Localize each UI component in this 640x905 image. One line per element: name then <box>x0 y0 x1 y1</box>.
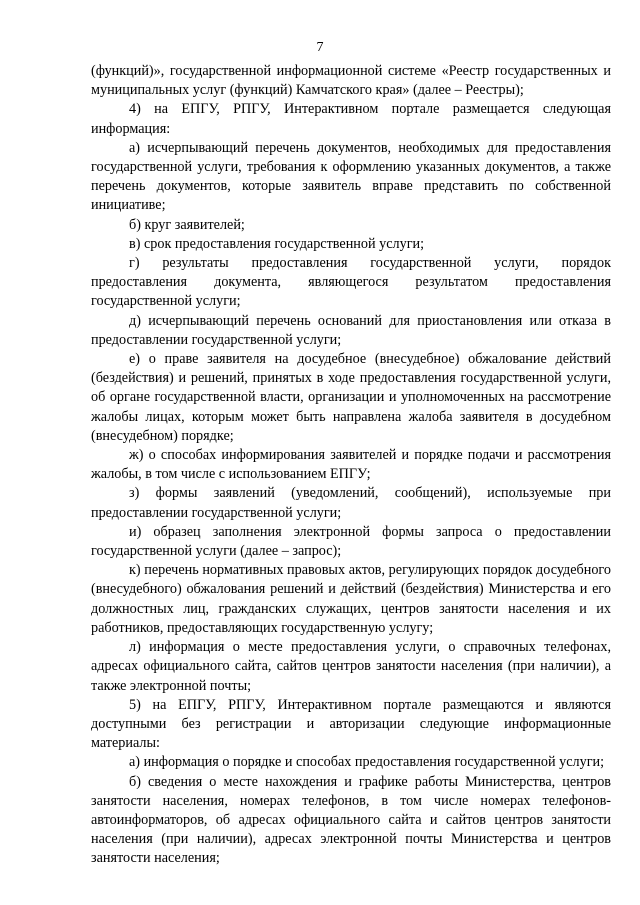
paragraph: е) о праве заявителя на досудебное (внесудебное) обжалование действий (бездействия) и решений, принятых в ходе предоставления государственной услуги, об органе государственной власти, организации и уполномоченных на рассмотрение жалобы лицах, которым может быть направлена жалоба заявителя в досудебном (внесудебном) порядке; <box>91 351 611 444</box>
paragraph: в) срок предоставления государственной услуги; <box>129 235 425 252</box>
paragraph: з) формы заявлений (уведомлений, сообщений), используемые при предоставлении государственной услуги; <box>91 485 611 521</box>
paragraph: 4) на ЕПГУ, РПГУ, Интерактивном портале размещается следующая информация: <box>91 101 611 137</box>
paragraph: а) информация о порядке и способах предоставления государственной услуги; <box>129 754 605 771</box>
paragraph: б) сведения о месте нахождения и графике работы Министерства, центров занятости населения, номерах телефонов, в том числе номерах телефонов-автоинформаторов, об адресах официального сайта и сайтов центров занятости населения (при наличии), адресах электронной почты Министерства и центров занятости населения; <box>91 773 611 867</box>
paragraph: д) исчерпывающий перечень оснований для приостановления или отказа в предоставлении государственной услуги; <box>91 312 611 348</box>
paragraph: а) исчерпывающий перечень документов, необходимых для предоставления государственной услуги, требования к оформлению указанных документов, а также перечень документов, которые заявитель вправе представить по собственной инициативе; <box>91 139 611 214</box>
paragraph: ж) о способах информирования заявителей и порядке подачи и рассмотрения жалобы, в том числе с использованием ЕПГУ; <box>91 447 611 483</box>
paragraph: г) результаты предоставления государственной услуги, порядок предоставления документа, являющегося результатом предоставления государственной услуги; <box>91 255 611 310</box>
paragraph: 5) на ЕПГУ, РПГУ, Интерактивном портале размещаются и являются доступными без регистрации и авторизации следующие информационные материалы: <box>91 696 611 752</box>
paragraph: л) информация о месте предоставления услуги, о справочных телефонах, адресах официального сайта, сайтов центров занятости населения (при наличии), а также электронной почты; <box>91 639 611 694</box>
paragraph: б) круг заявителей; <box>129 216 245 233</box>
page-number: 7 <box>316 40 324 55</box>
paragraph: к) перечень нормативных правовых актов, регулирующих порядок досудебного (внесудебного) обжалования решений и действий (бездействия) Министерства и его должностных лиц, гражданских служащих, центров занятости населения и их работников, предоставляющих государственную услугу; <box>91 562 611 636</box>
paragraph: и) образец заполнения электронной формы запроса о предоставлении государственной услуги (далее – запрос); <box>91 523 611 560</box>
paragraph: (функций)», государственной информационной системе «Реестр государственных и муниципальных услуг (функций) Камчатского края» (далее – Реестры); <box>91 63 611 99</box>
document-body <box>91 62 611 869</box>
